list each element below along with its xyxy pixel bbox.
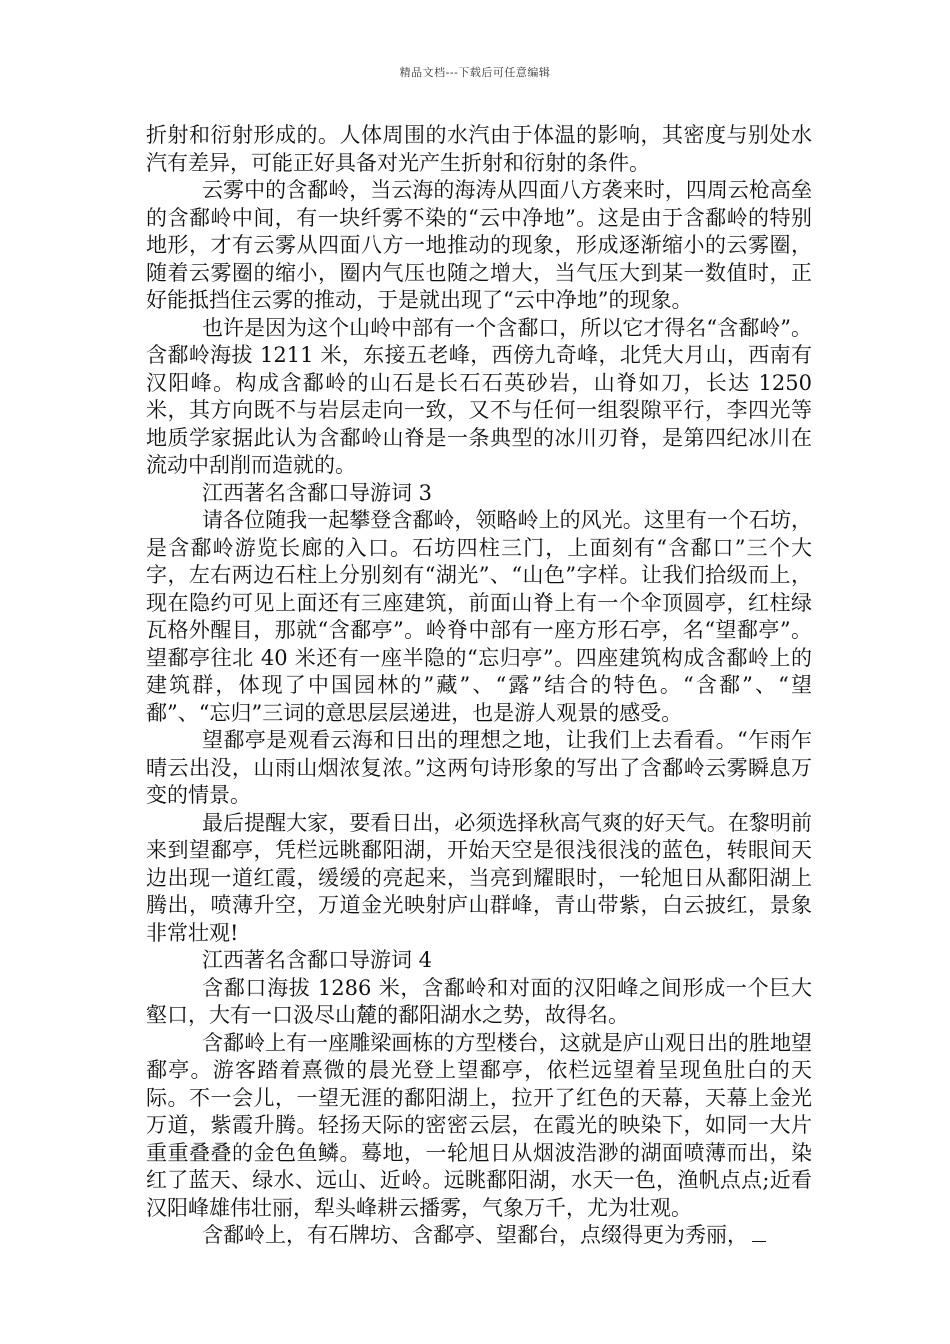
paragraph: 折射和衍射形成的。人体周围的水汽由于体温的影响，其密度与别处水汽有差异，可能正好具备对光产生折射和衍射的条件。 (146, 123, 812, 175)
section-heading: 江西著名含鄱口导游词 3 (202, 480, 433, 505)
paragraph: 最后提醒大家，要看日出，必须选择秋高气爽的好天气。在黎明前来到望鄱亭，凭栏远眺鄱阳湖，开始天空是很浅很浅的蓝色，转眼间天边出现一道红霞，缓缓的亮起来，当亮到耀眼时，一轮旭日从鄱阳湖上腾出，喷薄升空，万道金光映射庐山群峰，青山带紫，白云披红，景象非常壮观! (146, 810, 812, 945)
text-cursor-mark (752, 1225, 766, 1242)
page-header: 精品文档---下载后可任意编辑 (399, 66, 551, 79)
paragraph: 云雾中的含鄱岭，当云海的海涛从四面八方袭来时，四周云枪高垒的含鄱岭中间，有一块纤雾不染的“云中净地”。这是由于含鄱岭的特别地形，才有云雾从四面八方一地推动的现象，形成逐渐缩小的云雾圈，随着云雾圈的缩小，圈内气压也随之增大，当气压大到某一数值时，正好能抵挡住云雾的推动，于是就出现了“云中净地”的现象。 (146, 178, 812, 312)
paragraph: 请各位随我一起攀登含鄱岭，领略岭上的风光。这里有一个石坊，是含鄱岭游览长廊的入口。石坊四柱三门，上面刻有“含鄱口”三个大字，左右两边石柱上分别刻有“湖光”、“山色”字样。让我们拾级而上，现在隐约可见上面还有三座建筑，前面山脊上有一个伞顶圆亭，红柱绿瓦格外醒目，那就“含鄱亭”。岭脊中部有一座方形石亭，名“望鄱亭”。望鄱亭往北 40 米还有一座半隐的“忘归亭”。四座建筑构成含鄱岭上的建筑群，体现了中国园林的”藏”、“露”结合的特色。“含鄱”、“望鄱”、“忘归”三词的意思层层递进，也是游人观景的感受。 (146, 508, 812, 725)
paragraph: 含鄱口海拔 1286 米，含鄱岭和对面的汉阳峰之间形成一个巨大壑口，大有一口汲尽山麓的鄱阳湖水之势，故得名。 (146, 975, 812, 1027)
section-heading: 江西著名含鄱口导游词 4 (202, 948, 433, 972)
paragraph: 也许是因为这个山岭中部有一个含鄱口，所以它才得名“含鄱岭”。含鄱岭海拔 1211 米，东接五老峰，西傍九奇峰，北凭大月山，西南有汉阳峰。构成含鄱岭的山石是长石石英砂岩，山脊如刀，长达 1250 米，其方向既不与岩层走向一致，又不与任何一组裂隙平行，李四光等地质学家据此认为含鄱岭山脊是一条典型的冰川刃脊，是第四纪冰川在流动中刮削而造就的。 (146, 315, 812, 477)
paragraph-last-text: 含鄱岭上，有石牌坊、含鄱亭、望鄱台，点缀得更为秀丽， (202, 1223, 748, 1247)
paragraph: 含鄱岭上有一座雕梁画栋的方型楼台，这就是庐山观日出的胜地望鄱亭。游客踏着熹微的晨光登上望鄱亭，依栏远望着呈现鱼肚白的天际。不一会儿，一望无涯的鄱阳湖上，拉开了红色的天幕，天幕上金光万道，紫霞升腾。轻扬天际的密密云层，在霞光的映染下，如同一大片重重叠叠的金色鱼鳞。蓦地，一轮旭日从烟波浩渺的湖面喷薄而出，染红了蓝天、绿水、远山、近岭。远眺鄱阳湖，水天一色，渔帆点点;近看汉阳峰雄伟壮丽，犁头峰耕云播雾，气象万千，尤为壮观。 (146, 1030, 812, 1220)
paragraph: 望鄱亭是观看云海和日出的理想之地，让我们上去看看。“乍雨乍晴云出没，山雨山烟浓复浓。”这两句诗形象的写出了含鄱岭云雾瞬息万变的情景。 (146, 728, 812, 807)
document-body (146, 122, 812, 1250)
paragraph-last (146, 1222, 812, 1250)
